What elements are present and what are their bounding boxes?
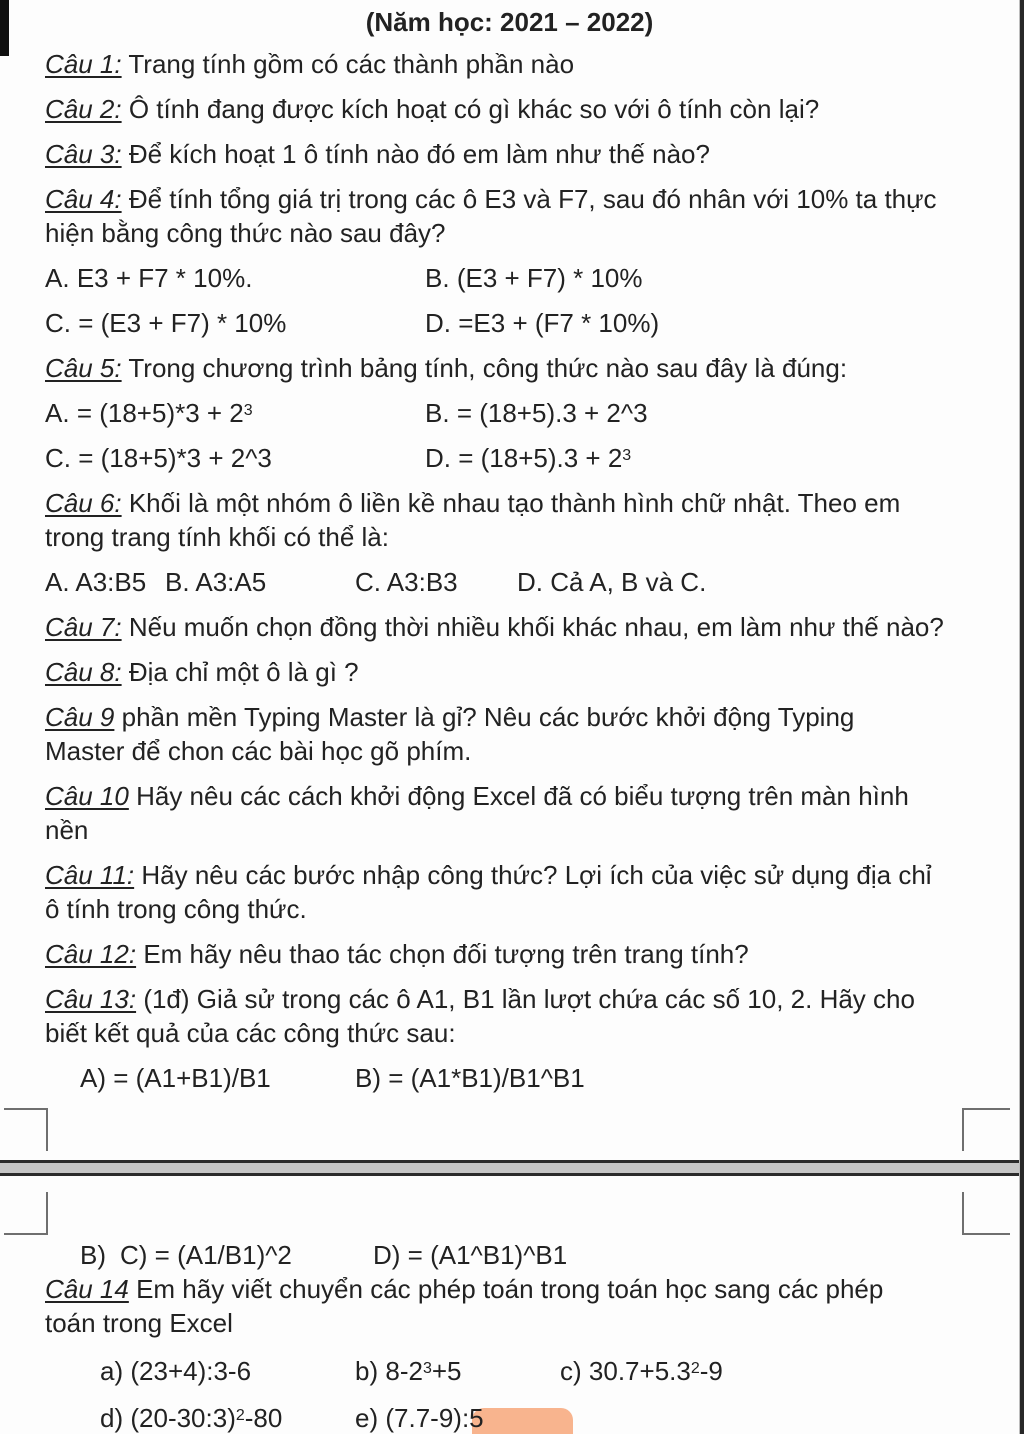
question-2-text: Ô tính đang được kích hoạt có gì khác so với ô tính còn lại?	[128, 94, 820, 124]
question-6-option-c: C. A3:B3	[355, 567, 458, 597]
question-8-text: Địa chỉ một ô là gì ?	[128, 657, 359, 687]
question-7	[45, 610, 974, 644]
question-11	[45, 858, 974, 926]
question-5-options-row1	[45, 396, 974, 430]
question-14-items-row1	[45, 1354, 974, 1388]
question-4-option-d: D. =E3 + (F7 * 10%)	[425, 308, 660, 338]
question-4	[45, 182, 974, 250]
question-5-option-b: B. = (18+5).3 + 2^3	[425, 398, 648, 428]
question-4-label: Câu 4:	[45, 184, 122, 214]
question-11-label: Câu 11:	[45, 860, 135, 890]
question-1-label: Câu 1:	[45, 49, 122, 79]
question-14-item-b: b) $8-2^3+5$	[355, 1356, 462, 1386]
question-4-option-c: C. = (E3 + F7) * 10%	[45, 308, 287, 338]
question-10-text-line2: nền	[45, 815, 89, 845]
superscript: 3	[422, 1360, 432, 1377]
page2	[0, 1176, 1024, 1434]
question-14-text-line2: toán trong Excel	[45, 1308, 233, 1338]
question-4-option-a: A. E3 + F7 * 10%.	[45, 263, 253, 293]
question-14-item-c: c) $30.7+5.3^2-9$	[560, 1356, 723, 1386]
question-3	[45, 137, 974, 171]
question-3-text: Để kích hoạt 1 ô tính nào đó em làm như thế nào?	[128, 139, 710, 169]
question-7-text: Nếu muốn chọn đồng thời nhiều khối khác nhau, em làm như thế nào?	[128, 612, 944, 642]
question-10	[45, 779, 974, 847]
question-6-option-b: B. A3:A5	[165, 567, 267, 597]
question-1-text: Trang tính gồm có các thành phần nào	[128, 49, 575, 79]
page2-content	[0, 1176, 1024, 1434]
question-12-label: Câu 12:	[45, 939, 137, 969]
question-6	[45, 486, 974, 554]
question-6-text-line1: Khối là một nhóm ô liền kề nhau tạo thành hình chữ nhật. Theo em	[128, 488, 901, 518]
question-3-label: Câu 3:	[45, 139, 122, 169]
question-6-label: Câu 6:	[45, 488, 122, 518]
question-13-options-row	[45, 1061, 974, 1095]
page-break-separator	[0, 1160, 1024, 1176]
question-13-text-line1: (1đ) Giả sử trong các ô A1, B1 lần lượt chứa các số 10, 2. Hãy cho	[143, 984, 915, 1014]
question-11-text-line2: ô tính trong công thức.	[45, 894, 307, 924]
question-9-label: Câu 9	[45, 702, 115, 732]
question-14-text-line1: Em hãy viết chuyển các phép toán trong toán học sang các phép	[136, 1274, 884, 1304]
question-11-text-line1: Hãy nêu các bước nhập công thức? Lợi ích của việc sử dụng địa chỉ	[141, 860, 932, 890]
question-13-text-line2: biết kết quả của các công thức sau:	[45, 1018, 456, 1048]
question-5-option-c: C. = (18+5)*3 + 2^3	[45, 443, 272, 473]
question-4-text-line1: Để tính tổng giá trị trong các ô E3 và F7, sau đó nhân với 10% ta thực	[128, 184, 937, 214]
question-6-text-line2: trong trang tính khối có thể là:	[45, 522, 389, 552]
corner-mark-page1-bottom-right	[962, 1108, 1010, 1151]
scan-edge-top-left	[0, 0, 9, 56]
question-7-label: Câu 7:	[45, 612, 122, 642]
superscript: 3	[243, 402, 253, 419]
question-6-options-row	[45, 565, 974, 599]
question-2-label: Câu 2:	[45, 94, 122, 124]
question-8	[45, 655, 974, 689]
question-14-item-e: e) (7.7-9):5	[355, 1403, 484, 1433]
question-6-option-a: A. A3:B5	[45, 567, 147, 597]
question-13-label: Câu 13:	[45, 984, 137, 1014]
question-14-items-row2	[45, 1401, 974, 1434]
question-2	[45, 92, 974, 126]
question-10-text-line1: Hãy nêu các cách khởi động Excel đã có biểu tượng trên màn hình	[136, 781, 909, 811]
question-4-options-row1	[45, 261, 974, 295]
question-13-option-d: D) = (A1^B1)^B1	[373, 1240, 568, 1270]
question-14	[45, 1272, 974, 1340]
superscript: 2	[235, 1407, 245, 1424]
question-14-label: Câu 14	[45, 1274, 129, 1304]
question-13-option-b: B) = (A1*B1)/B1^B1	[355, 1063, 585, 1093]
question-4-option-b: B. (E3 + F7) * 10%	[425, 263, 643, 293]
question-13	[45, 982, 974, 1050]
question-5-option-a: A. = $(18+5)*3 + 2^3$	[45, 398, 253, 428]
question-9-text-line1: phần mền Typing Master là gỉ? Nêu các bước khởi động Typing	[121, 702, 855, 732]
question-10-label: Câu 10	[45, 781, 129, 811]
superscript: 3	[622, 447, 632, 464]
page-title: (Năm học: 2021 – 2022)	[365, 7, 654, 37]
question-5	[45, 351, 974, 385]
question-9	[45, 700, 974, 768]
question-12	[45, 937, 974, 971]
question-5-option-d: D. = $(18+5).3 + 2^3$	[425, 443, 632, 473]
question-13-option-a: A) = (A1+B1)/B1	[80, 1063, 271, 1093]
question-12-text: Em hãy nêu thao tác chọn đối tượng trên trang tính?	[143, 939, 749, 969]
question-5-label: Câu 5:	[45, 353, 122, 383]
question-13-options-row2	[45, 1238, 974, 1272]
question-14-item-a: a) (23+4):3-6	[100, 1356, 252, 1386]
question-6-option-d: D. Cả A, B và C.	[517, 567, 707, 597]
question-9-text-line2: Master để chon các bài học gõ phím.	[45, 736, 472, 766]
superscript: 2	[690, 1360, 700, 1377]
question-5-text: Trong chương trình bảng tính, công thức nào sau đây là đúng:	[128, 353, 848, 383]
question-4-options-row2	[45, 306, 974, 340]
question-4-text-line2: hiện bằng công thức nào sau đây?	[45, 218, 446, 248]
corner-mark-page1-bottom-left	[4, 1108, 48, 1151]
question-1	[45, 47, 974, 81]
question-5-options-row2	[45, 441, 974, 475]
question-13-option-c: C) = (A1/B1)^2	[120, 1240, 292, 1270]
question-13-option-b-label-repeat: B)	[80, 1240, 106, 1270]
question-14-item-d: d) (20-30:3)$^2$-80	[100, 1403, 283, 1433]
question-8-label: Câu 8:	[45, 657, 122, 687]
